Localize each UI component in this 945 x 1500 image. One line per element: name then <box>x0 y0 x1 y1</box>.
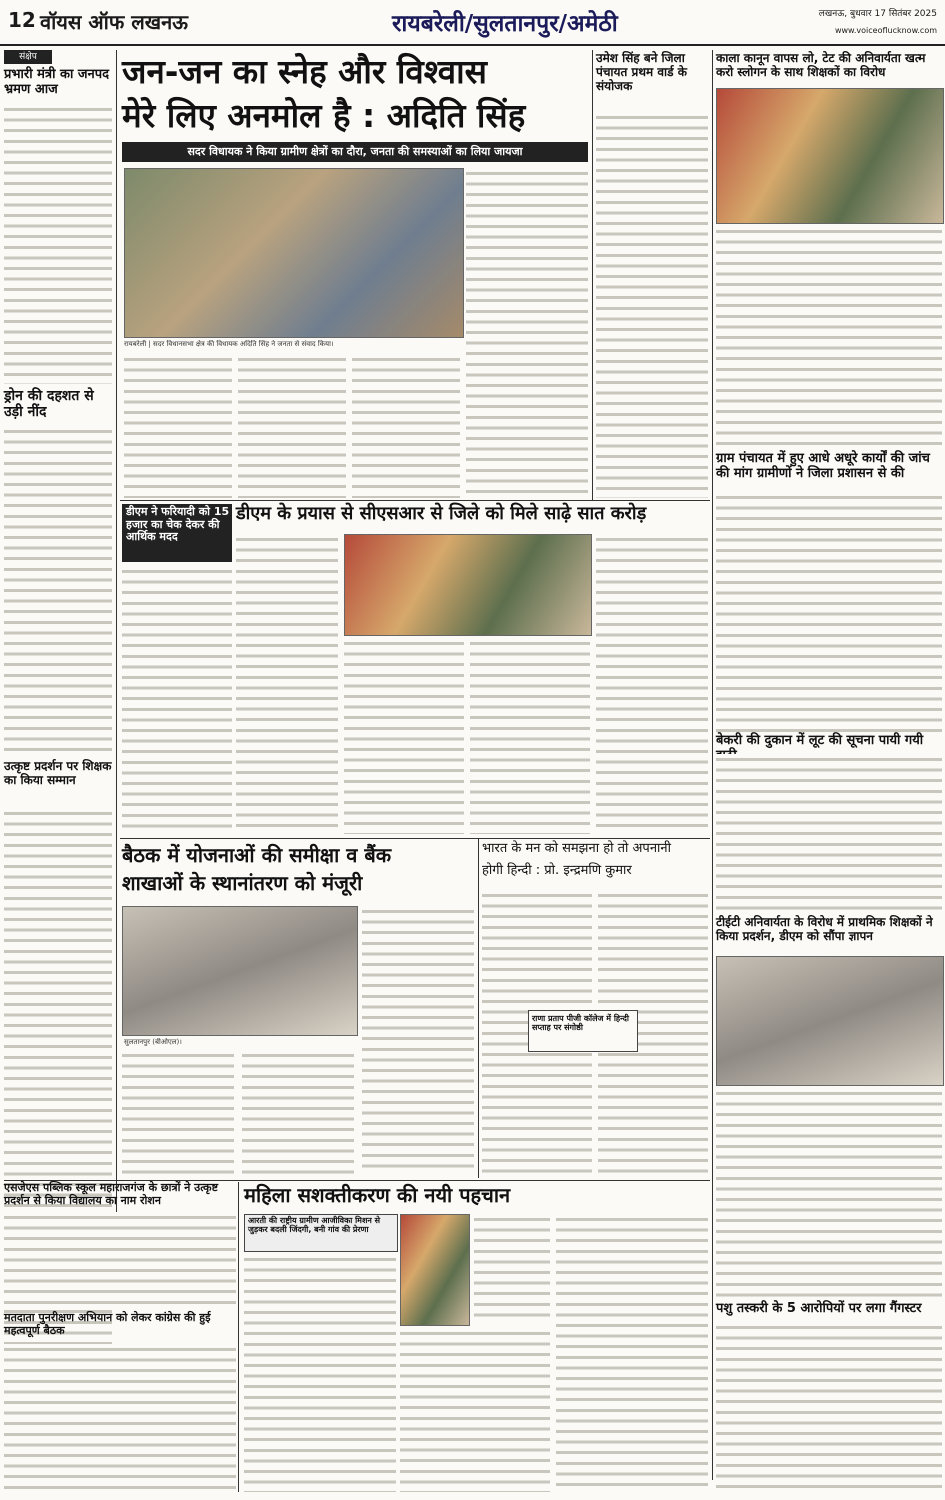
edition-title: रायबरेली/सुलतानपुर/अमेठी <box>392 11 618 37</box>
main-subhead: सदर विधायक ने किया ग्रामीण क्षेत्रों का दौरा, जनता की समस्याओं का लिया जायजा <box>122 142 588 162</box>
website: www.voiceoflucknow.com <box>834 26 937 35</box>
main-body-col3 <box>352 354 460 498</box>
mahila-headline: महिला सशक्तीकरण की नयी पहचान <box>244 1183 511 1207</box>
cheque-headline: डीएम ने फरियादी को 15 हजार का चेक देकर की आर्थिक मदद <box>126 505 230 544</box>
mahila-body-col3 <box>556 1214 708 1492</box>
section-divider <box>120 838 710 839</box>
bakery-headline: बेकरी की दुकान में लूट की सूचना पायी गयी <box>716 733 924 748</box>
gram-body <box>716 492 942 732</box>
column-divider <box>712 50 713 1480</box>
pashu-headline: पशु तस्करी के 5 आरोपियों पर लगा गैंगस्टर <box>716 1301 922 1316</box>
dm-body-col3 <box>470 638 590 834</box>
dm-body-col4 <box>596 534 708 834</box>
mahila-callout: आरती की राष्ट्रीय ग्रामीण आजीविका मिशन से जुड़कर बदली जिंदगी, बनी गांव की प्रेरणा <box>248 1216 381 1235</box>
baithak-body-col2 <box>242 1050 354 1174</box>
left-headline-2: ड्रोन की दहशत से उड़ी नींद <box>4 388 94 421</box>
left-body-1 <box>4 104 112 384</box>
kala-headline: काला कानून वापस लो, टेट की अनिवार्यता खत्म करो स्लोगन के साथ शिक्षकों का विरोध <box>716 51 926 79</box>
pashu-body <box>716 1322 942 1492</box>
dm-body-col2 <box>344 638 464 834</box>
dm-body-col1 <box>236 534 338 834</box>
main-headline-1: जन-जन का स्नेह और विश्वास <box>122 52 487 91</box>
school-body <box>4 1212 236 1308</box>
mahila-body-col2b <box>474 1214 550 1324</box>
page-number: 12 <box>8 8 36 32</box>
baithak-body-col1 <box>122 1050 234 1174</box>
congress-body <box>4 1344 236 1494</box>
gram-headline: ग्राम पंचायत में हुए आधे अधूरे कार्यों की जांच की मांग ग्रामीणों ने जिला प्रशासन से की <box>716 451 930 481</box>
mahila-body-col2 <box>400 1328 550 1492</box>
dm-headline: डीएम के प्रयास से सीएसआर से जिले को मिले साढ़े सात करोड़ <box>236 503 647 524</box>
paper-name: वॉयस ऑफ लखनऊ <box>40 10 188 34</box>
column-divider <box>238 1182 239 1492</box>
tet-headline: टीईटी अनिवार्यता के विरोध में प्राथमिक शिक्षकों ने किया प्रदर्शन, डीएम को सौंपा ज्ञापन <box>716 915 933 943</box>
congress-headline: मतदाता पुनरीक्षण अभियान को लेकर कांग्रेस की हुई महत्वपूर्ण बैठक <box>4 1311 211 1337</box>
tet-photo <box>716 956 944 1086</box>
mahila-body-col1 <box>244 1254 396 1492</box>
school-headline: एसजेएस पब्लिक स्कूल महाराजगंज के छात्रों ने उत्कृष्ट प्रदर्शन से किया विद्यालय का नाम रोशन <box>4 1181 219 1207</box>
main-photo <box>124 168 464 338</box>
baithak-headline-2: शाखाओं के स्थानांतरण को मंजूरी <box>122 871 363 895</box>
kala-body <box>716 226 942 448</box>
dm-photo <box>344 534 592 636</box>
baithak-caption: सुलतानपुर (बीओएल)। <box>124 1038 182 1046</box>
protest-photo <box>716 88 944 224</box>
masthead <box>0 0 945 46</box>
mahila-photo <box>400 1214 470 1326</box>
left-body-2 <box>4 426 112 756</box>
baithak-photo <box>122 906 358 1036</box>
tet-body <box>716 1088 942 1298</box>
issue-date: लखनऊ, बुधवार 17 सितंबर 2025 <box>818 9 937 19</box>
main-body-col1 <box>124 354 232 498</box>
brief-tag: संक्षेप <box>4 50 52 64</box>
column-divider <box>592 50 593 500</box>
main-headline-2: मेरे लिए अनमोल है : अदिति सिंह <box>122 96 526 135</box>
cheque-body <box>122 566 232 834</box>
umesh-body <box>596 112 708 498</box>
hindi-headline-2: होगी हिन्दी : प्रो. इन्द्रमणि कुमार <box>482 863 632 878</box>
section-divider <box>120 500 710 501</box>
baithak-body-right <box>362 906 474 1174</box>
column-divider <box>478 838 479 1178</box>
hindi-headline-1: भारत के मन को समझना हो तो अपनानी <box>482 841 671 856</box>
left-headline-1: प्रभारी मंत्री का जनपद भ्रमण आज <box>4 67 109 97</box>
column-divider <box>116 50 117 1220</box>
hindi-callout: राणा प्रताप पीजी कॉलेज में हिन्दी सप्ताह पर संगोष्ठी <box>532 1014 629 1033</box>
main-body-right <box>466 168 588 498</box>
main-caption: रायबरेली | सदर विधानसभा क्षेत्र की विधायक अदिति सिंह ने जनता से संवाद किया। <box>124 340 334 348</box>
left-headline-3: उत्कृष्ट प्रदर्शन पर शिक्षक का किया सम्मान <box>4 759 112 787</box>
bakery-body <box>716 754 942 912</box>
umesh-headline: उमेश सिंह बने जिला पंचायत प्रथम वार्ड के संयोजक <box>596 51 687 93</box>
baithak-headline-1: बैठक में योजनाओं की समीक्षा व बैंक <box>122 843 392 867</box>
main-body-col2 <box>238 354 346 498</box>
